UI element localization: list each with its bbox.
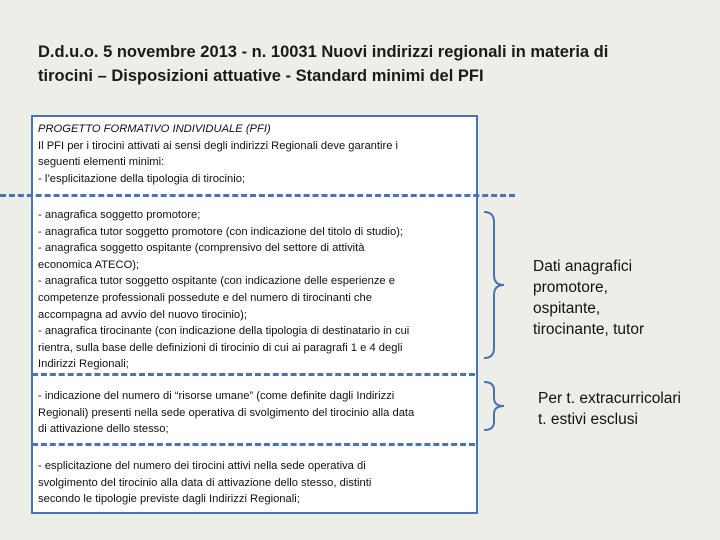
note-dati-anagrafici [533,256,644,340]
right-brace-icon [482,380,510,432]
text-line: - anagrafica soggetto promotore; [38,209,201,221]
text-line: Regionali) presenti nella sede operativa di svolgimento del tirocinio alla data [38,406,415,419]
title-line-2: tirocini – Disposizioni attuative - Standard minimi del PFI [38,67,484,85]
separator-line [32,443,475,446]
text-line: - l’esplicitazione della tipologia di tirocinio; [38,172,246,185]
note-line: Per t. extracurricolari [538,390,681,407]
section-risorse-umane [38,388,476,438]
note-line: t. estivi esclusi [538,411,638,428]
section-pfi-intro [38,121,476,187]
text-line: accompagna ad avvio del nuovo tirocinio); [38,308,247,321]
section-tirocini-attivi [38,458,476,508]
text-line: economica ATECO); [38,258,140,271]
section-heading: PROGETTO FORMATIVO INDIVIDUALE (PFI) [38,123,271,135]
right-brace-icon [482,210,510,360]
text-line: Il PFI per i tirocini attivati ai sensi degli indirizzi Regionali deve garantire i [38,139,399,152]
text-line: seguenti elementi minimi: [38,156,165,169]
slide-title [38,40,678,88]
text-line: di attivazione dello stesso; [38,423,169,436]
note-line: Dati anagrafici [533,258,633,275]
separator-line [32,373,475,376]
text-line: svolgimento del tirocinio alla data di attivazione dello stesso, distinti [38,476,372,489]
separator-line [0,194,515,197]
note-line: ospitante, [533,300,601,317]
text-line: - indicazione del numero di “risorse umane” (come definite dagli Indirizzi [38,390,395,402]
note-esclusioni [538,388,681,430]
title-line-1: D.d.u.o. 5 novembre 2013 - n. 10031 Nuovi indirizzi regionali in materia di [38,43,609,61]
note-line: promotore, [533,279,608,296]
text-line: - anagrafica tutor soggetto promotore (con indicazione del titolo di studio); [38,225,404,238]
section-anagrafiche [38,207,476,373]
text-line: - anagrafica soggetto ospitante (comprensivo del settore di attività [38,242,365,255]
text-line: - esplicitazione del numero dei tirocini attivi nella sede operativa di [38,460,366,472]
text-line: - anagrafica tutor soggetto ospitante (con indicazione delle esperienze e [38,275,395,288]
text-line: Indirizzi Regionali; [38,358,129,371]
text-line: rientra, sulla base delle definizioni di tirocinio di cui ai paragrafi 1 e 4 degli [38,341,403,354]
text-line: - anagrafica tirocinante (con indicazione della tipologia di destinatario in cui [38,325,410,338]
text-line: secondo le tipologie previste dagli Indirizzi Regionali; [38,493,300,506]
note-line: tirocinante, tutor [533,321,645,338]
text-line: competenze professionali possedute e del numero di tirocinanti che [38,291,372,304]
